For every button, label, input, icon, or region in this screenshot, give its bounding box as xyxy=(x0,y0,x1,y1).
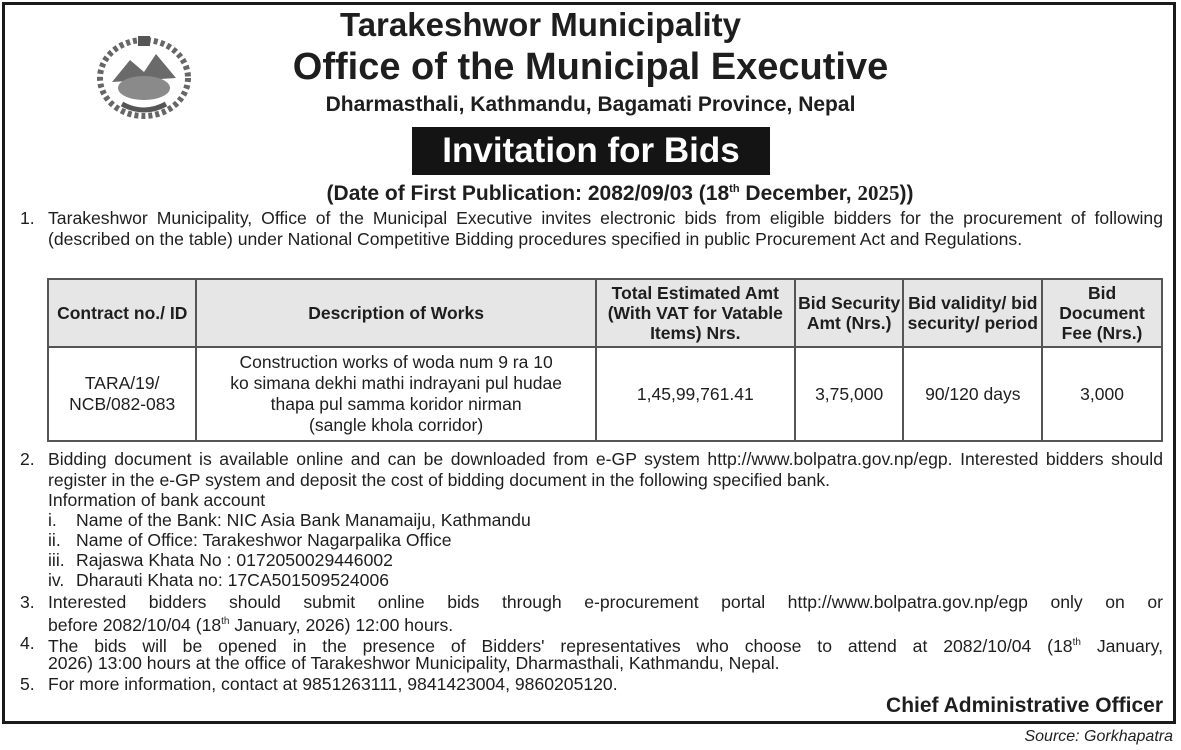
item-1-text: Tarakeshwor Municipality, Office of the Municipal Executive invites electronic bids from eligible bidders for the procurement of following (described on the table) under National Competitive Bidding procedures specified in public Procurement Act and Regulations. xyxy=(48,208,1163,249)
item-number-5: 5. xyxy=(20,674,35,694)
publication-month: December, xyxy=(739,182,858,205)
cell-estimated-amount: 1,45,99,761.41 xyxy=(596,347,795,441)
bank-name: Name of the Bank: NIC Asia Bank Manamaiju, Kathmandu xyxy=(76,510,531,530)
cell-document-fee: 3,000 xyxy=(1042,347,1162,441)
item-3-line-2 xyxy=(48,612,453,635)
list-marker: iii. xyxy=(48,550,65,570)
item-number-1: 1. xyxy=(20,208,35,228)
item-3-line-1: Interested bidders should submit online bids through e-procurement portal http://www.bolpatra.gov.np/egp only on or xyxy=(48,592,1163,612)
publication-year: 2025 xyxy=(857,181,900,205)
opening-text: The bids will be opened in the presence of Bidders' representatives who choose to attend at 2082/10/04 (18 xyxy=(48,635,1073,656)
item-5-text: For more information, contact at 9851263111, 9841423004, 9860205120. xyxy=(48,674,618,694)
notice-title: Invitation for Bids xyxy=(412,127,770,175)
source-credit: Source: Gorkhapatra xyxy=(1024,728,1173,745)
bank-item xyxy=(48,530,452,551)
item-number-2: 2. xyxy=(20,449,35,469)
bank-item xyxy=(48,550,393,571)
cell-contract-id xyxy=(48,347,196,441)
description-line: Construction works of woda num 9 ra 10 xyxy=(239,352,553,372)
rajaswa-account: Rajaswa Khata No : 0172050029446002 xyxy=(76,550,393,570)
description-line: ko simana dekhi mathi indrayani pul hudae xyxy=(230,373,562,393)
col-estimated-amount: Total Estimated Amt (With VAT for Vatable Items) Nrs. xyxy=(596,279,795,347)
opening-month: January, xyxy=(1080,635,1164,656)
col-contract-id: Contract no./ ID xyxy=(48,279,196,347)
table-header-row xyxy=(48,279,1162,347)
signature-title: Chief Administrative Officer xyxy=(886,694,1163,717)
list-marker: ii. xyxy=(48,530,61,550)
office-name-account: Name of Office: Tarakeshwor Nagarpalika Office xyxy=(76,530,452,550)
cell-bid-validity: 90/120 days xyxy=(903,347,1042,441)
bank-heading: Information of bank account xyxy=(48,490,266,510)
deadline-text: before 2082/10/04 (18 xyxy=(48,614,222,635)
description-line: thapa pul samma koridor nirman xyxy=(270,394,522,414)
publication-suffix: )) xyxy=(899,182,914,205)
item-number-3: 3. xyxy=(20,592,35,612)
publication-date-text: (Date of First Publication: 2082/09/03 (18 xyxy=(326,182,730,205)
col-bid-security: Bid Security Amt (Nrs.) xyxy=(795,279,904,347)
contract-id-line: NCB/082-083 xyxy=(69,394,176,414)
office-name: Office of the Municipal Executive xyxy=(292,46,889,88)
contract-id-line: TARA/19/ xyxy=(84,373,160,393)
bank-item xyxy=(48,570,389,591)
deadline-time: January, 2026) 12:00 hours. xyxy=(229,614,454,635)
ordinal-suffix: th xyxy=(221,616,230,627)
description-line: (sangle khola corridor) xyxy=(309,415,484,435)
municipality-name: Tarakeshwor Municipality xyxy=(340,6,741,43)
bids-table xyxy=(47,278,1163,442)
item-4-line-2: 2026) 13:00 hours at the office of Tarakeshwor Municipality, Dharmasthali, Kathmandu, Nepal. xyxy=(48,653,780,673)
cell-bid-security: 3,75,000 xyxy=(795,347,904,441)
office-address: Dharmasthali, Kathmandu, Bagamati Province, Nepal xyxy=(325,93,856,116)
item-2-text: Bidding document is available online and can be downloaded from e-GP system http://www.bolpatra.gov.np/egp. Interested bidders should register in the e-GP system and deposit the cost of bidding document in the following specified bank. xyxy=(48,449,1163,490)
list-marker: iv. xyxy=(48,570,65,590)
cell-description xyxy=(196,347,595,441)
col-description: Description of Works xyxy=(196,279,595,347)
dharauti-account: Dharauti Khata no: 17CA501509524006 xyxy=(76,570,390,590)
list-marker: i. xyxy=(48,510,57,530)
publication-date xyxy=(250,181,990,206)
col-bid-validity: Bid validity/ bid security/ period xyxy=(903,279,1042,347)
ordinal-suffix: th xyxy=(1072,637,1081,648)
ordinal-suffix: th xyxy=(729,183,740,195)
table-row xyxy=(48,347,1162,441)
col-document-fee: Bid Document Fee (Nrs.) xyxy=(1042,279,1162,347)
item-number-4: 4. xyxy=(20,633,35,653)
bank-item xyxy=(48,510,531,531)
